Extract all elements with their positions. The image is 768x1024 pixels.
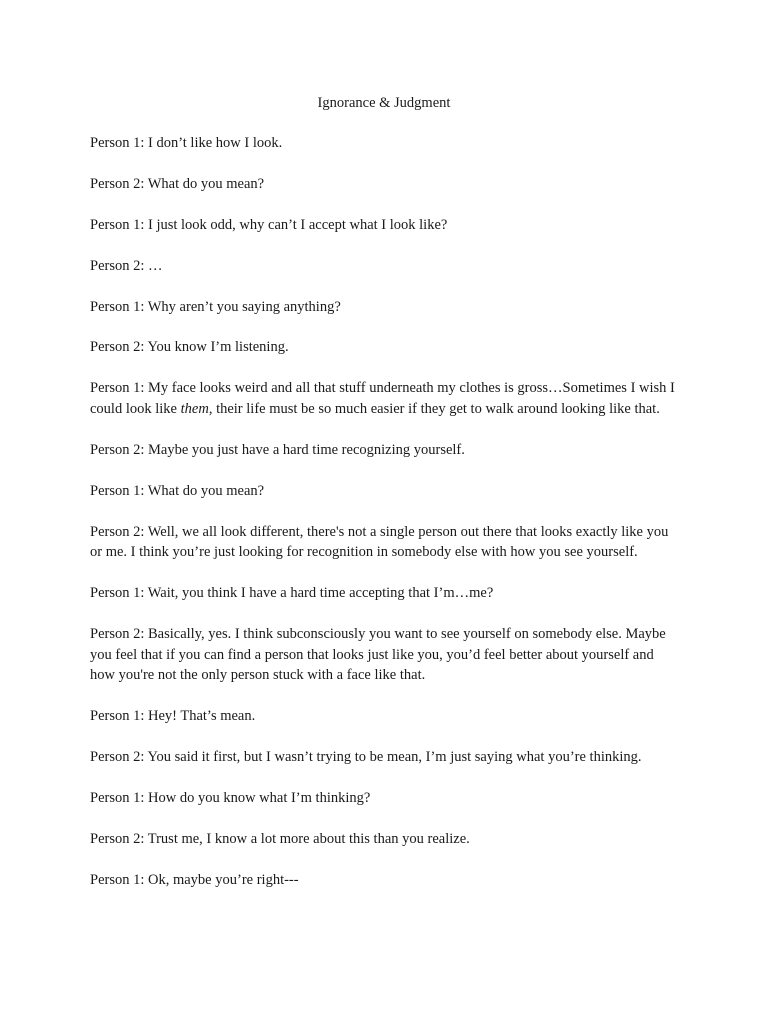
speaker-label: Person 1: — [90, 298, 145, 315]
dialogue-text: You said it first, but I wasn’t trying to be mean, I’m just saying what you’re thinking. — [147, 748, 642, 765]
emphasized-text: them — [180, 400, 209, 417]
speaker-label: Person 2: — [90, 625, 145, 642]
speaker-label: Person 1: — [90, 871, 145, 888]
dialogue-line — [90, 829, 680, 850]
dialogue-line — [90, 133, 680, 154]
speaker-label: Person 1: — [90, 380, 145, 397]
dialogue-line — [90, 297, 680, 318]
dialogue-line — [90, 747, 680, 768]
dialogue-text: I don’t like how I look. — [148, 135, 283, 151]
document-title: Ignorance & Judgment — [317, 95, 451, 111]
speaker-label: Person 2: — [90, 748, 145, 765]
speaker-label: Person 1: — [90, 708, 145, 725]
speaker-label: Person 2: — [90, 175, 145, 192]
dialogue-line — [90, 337, 680, 358]
dialogue-line — [90, 440, 680, 461]
dialogue-text: My face looks weird and all that stuff underneath my clothes is gross…Sometimes I wish I could look like — [90, 380, 675, 417]
speaker-label: Person 2: — [90, 523, 145, 540]
dialogue-line — [90, 256, 680, 277]
dialogue-text: , their life must be so much easier if they get to walk around looking like that. — [208, 400, 660, 417]
dialogue-text: Ok, maybe you’re right--- — [148, 871, 299, 888]
dialogue-line — [90, 378, 680, 419]
dialogue-text: Maybe you just have a hard time recognizing yourself. — [148, 441, 465, 458]
speaker-label: Person 2: — [90, 339, 145, 356]
dialogue-line — [90, 624, 680, 686]
speaker-label: Person 2: — [90, 441, 145, 458]
speaker-label: Person 1: — [90, 585, 145, 602]
dialogue-line — [90, 870, 680, 891]
speaker-label: Person 2: — [90, 830, 145, 847]
dialogue-text: You know I’m listening. — [147, 339, 289, 356]
speaker-label: Person 1: — [90, 482, 145, 499]
speaker-label: Person 1: — [90, 216, 145, 233]
speaker-label: Person 1: — [90, 789, 145, 806]
speaker-label: Person 2: — [90, 257, 145, 274]
dialogue-line — [90, 481, 680, 502]
dialogue-line — [90, 174, 680, 195]
dialogue-text: Hey! That’s mean. — [148, 708, 256, 725]
dialogue-line — [90, 706, 680, 727]
dialogue-line — [90, 215, 680, 236]
dialogue-text: How do you know what I’m thinking? — [148, 789, 371, 806]
dialogue-line — [90, 583, 680, 604]
dialogue-line — [90, 788, 680, 809]
dialogue-text: Trust me, I know a lot more about this than you realize. — [147, 830, 470, 847]
speaker-label: Person 1: — [90, 135, 145, 151]
dialogue-text: Basically, yes. I think subconsciously you want to see yourself on somebody else. Maybe you feel that if you can find a person that looks just like you, you’d feel better about yourself and how you're not the only person stuck with a face like that. — [90, 625, 666, 684]
dialogue-text: Why aren’t you saying anything? — [147, 298, 341, 315]
dialogue-text: Wait, you think I have a hard time accepting that I’m…me? — [147, 585, 494, 602]
dialogue-text: What do you mean? — [147, 175, 265, 192]
dialogue-text: Well, we all look different, there's not a single person out there that looks exactly like you or me. I think you’re just looking for recognition in somebody else with how you see yourself. — [90, 523, 669, 561]
dialogue-text: I just look odd, why can’t I accept what I look like? — [148, 216, 448, 233]
dialogue-body — [90, 133, 680, 911]
dialogue-text: … — [148, 257, 163, 274]
dialogue-text: What do you mean? — [147, 482, 265, 499]
dialogue-line — [90, 522, 680, 563]
